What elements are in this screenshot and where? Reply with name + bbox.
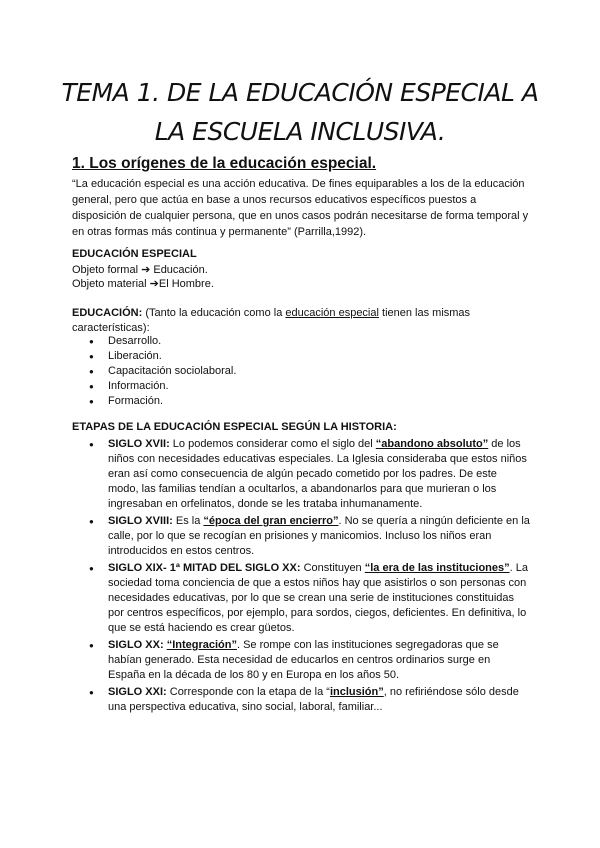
etapa-pre: Lo podemos considerar como el siglo del — [169, 438, 376, 450]
etapa-key: “Integración” — [166, 639, 237, 651]
section-heading — [72, 155, 376, 173]
list-item: ● Liberación. — [108, 349, 236, 364]
etapa-key: “abandono absoluto” — [375, 438, 489, 450]
objeto-formal-line: Objeto formal ➔ Educación. — [72, 264, 208, 276]
etapa-item — [108, 561, 530, 636]
etapas-list — [108, 437, 530, 717]
etapa-key: inclusión” — [329, 686, 384, 698]
etapa-key: “época del gran encierro” — [203, 515, 339, 527]
etapa-item — [108, 685, 530, 715]
etapa-pre: Es la — [172, 515, 204, 527]
etapa-post: . La sociedad toma conciencia de que a estos niños hay que asistirlos o son personas con necesidades educativas, por lo que se crean una serie de instituciones constituidas por centros específicos, por ejemplo, para sordos, ciegos, deficientes. En definitiva, lo que se está haciendo es crear güetos. — [108, 562, 528, 634]
list-item: ● Capacitación sociolaboral. — [108, 364, 236, 379]
etapa-pre: Constituyen — [300, 562, 365, 574]
etapa-post: . Se rompe con las instituciones segregadoras que se habían generado. Esta necesidad de educarlos en centros ordinarios surge en España en la década de los 80 y en Europa en los años 50. — [108, 639, 499, 681]
etapa-item — [108, 514, 530, 559]
objeto-material-line: Objeto material ➔El Hombre. — [72, 278, 214, 290]
etapa-post: de los niños con necesidades educativas especiales. La Iglesia consideraba que estos niños eran así como consecuencia de algún pecado cometido por los padres. De este modo, las familias tendían a ocultarlos, a abandonarlos para que murieran o los ingresaban en orfelinatos, donde se les trataba inhumanamente. — [108, 438, 527, 510]
educacion-especial-heading: EDUCACIÓN ESPECIAL — [72, 248, 197, 260]
etapa-item — [108, 437, 530, 512]
etapa-label: SIGLO XXI: — [108, 686, 167, 698]
etapa-pre: Corresponde con la etapa de la “ — [166, 686, 330, 698]
title-line-2: LA ESCUELA INCLUSIVA. — [154, 117, 446, 146]
title-line-1: TEMA 1. DE LA EDUCACIÓN ESPECIAL A — [61, 78, 539, 107]
section-heading-text: 1. Los orígenes de la educación especial. — [72, 155, 377, 172]
list-item: ● Formación. — [108, 394, 236, 409]
etapa-item — [108, 638, 530, 683]
etapa-label: SIGLO XVII: — [108, 438, 170, 450]
etapas-heading: ETAPAS DE LA EDUCACIÓN ESPECIAL SEGÚN LA HISTORIA: — [72, 421, 397, 433]
etapa-post: , no refiriéndose sólo desde una perspectiva educativa, sino social, laboral, familiar... — [108, 686, 519, 713]
etapa-label: SIGLO XIX- 1ª MITAD DEL SIGLO XX: — [108, 562, 301, 574]
etapa-key: “la era de las instituciones” — [364, 562, 510, 574]
educacion-intro-before: (Tanto la educación como la — [142, 307, 286, 319]
educacion-paragraph — [72, 306, 472, 336]
educacion-especial-link: educación especial — [285, 307, 379, 319]
definition-quote: “La educación especial es una acción educativa. De fines equiparables a los de la educación general, pero que actúa en base a unos recursos educativos específicos puestos a disposición de cualquier persona, que en unos casos podrán necesitarse de forma temporal y en otras formas más continua y permanente” (Parrilla,1992). — [72, 178, 529, 238]
list-item: ● Desarrollo. — [108, 334, 236, 349]
etapa-post: . No se quería a ningún deficiente en la calle, por lo que se recogían en prisiones y manicomios. Incluso los niños eran introducidos en estos centros. — [108, 515, 530, 557]
etapa-label: SIGLO XVIII: — [108, 515, 173, 527]
educacion-intro-after: tienen las mismas características): — [72, 307, 471, 334]
list-item: ● Información. — [108, 379, 236, 394]
etapa-label: SIGLO XX: — [108, 639, 164, 651]
educacion-heading: EDUCACIÓN: — [72, 307, 143, 319]
educacion-list — [108, 334, 236, 409]
